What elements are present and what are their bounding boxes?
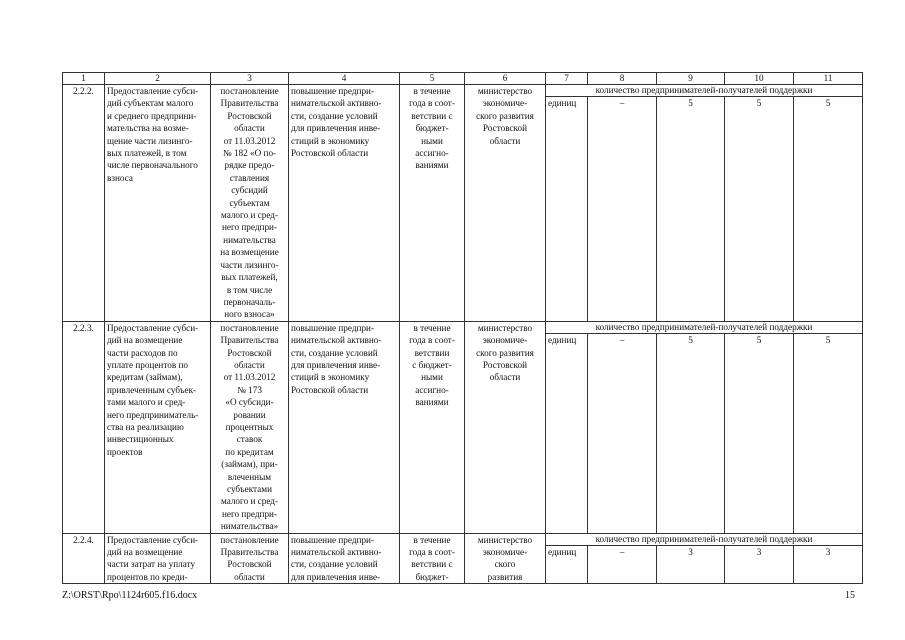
executor: министерство экономиче- ского развития Ростовской области: [465, 321, 546, 533]
blank-cell: [657, 559, 725, 584]
period: в течение года в соот- ветствии с бюджет- ными ассигно- ваниями: [400, 85, 465, 322]
executor: министерство экономиче- ского развития: [465, 533, 546, 584]
value-col11: 5: [794, 333, 863, 346]
page-number: 15: [845, 590, 855, 601]
blank-cell: [546, 559, 588, 584]
row-number: 2.2.3.: [63, 321, 105, 533]
blank-cell: [657, 346, 725, 533]
blank-cell: [546, 110, 588, 322]
col-num-11: 11: [794, 73, 863, 85]
blank-cell: [794, 559, 863, 584]
legal-basis: постановление Правительства Ростовской области от 11.03.2012 № 182 «О по- рядке предо- ставления субсидий субъектам малого и сред- него предпри- нимательства на возмещение части лизинго- вых платежей, в том числе первоначаль- ного взноса»: [211, 85, 289, 322]
col-num-7: 7: [546, 73, 588, 85]
value-col10: 3: [725, 545, 794, 558]
col-num-8: 8: [588, 73, 657, 85]
period: в течение года в соот- ветствии с бюджет-: [400, 533, 465, 584]
period: в течение года в соот- ветствии с бюджет- ными ассигно- ваниями: [400, 321, 465, 533]
blank-cell: [794, 346, 863, 533]
goal: повышение предпри- нимательской активно- сти, создание условий для привлечения инве-: [289, 533, 400, 584]
row-number: 2.2.2.: [63, 85, 105, 322]
measure-name: Предоставление субси- дий субъектам малого и среднего предприни- мательства на возме- щение части лизинго- вых платежей, в том числе первоначального взноса: [105, 85, 211, 322]
unit: единиц: [546, 333, 588, 346]
measure-name: Предоставление субси- дий на возмещение части расходов по уплате процентов по кредитам (займам), привлеченным субъек- тами малого и сред- него предприниматель- ства на реализацию инвестиционных проектов: [105, 321, 211, 533]
col-num-3: 3: [211, 73, 289, 85]
table-row: [63, 85, 863, 97]
unit: единиц: [546, 97, 588, 110]
value-col9: 3: [657, 545, 725, 558]
footer-file-path: Z:\ORST\Rpo\1124r605.f16.docx: [62, 590, 198, 601]
legal-basis: постановление Правительства Ростовской области: [211, 533, 289, 584]
blank-cell: [588, 559, 657, 584]
blank-cell: [657, 110, 725, 322]
indicator-name: количество предпринимателей-получателей поддержки: [546, 321, 863, 333]
value-col8: –: [588, 97, 657, 110]
blank-cell: [588, 110, 657, 322]
value-col11: 3: [794, 545, 863, 558]
blank-cell: [546, 346, 588, 533]
col-num-4: 4: [289, 73, 400, 85]
value-col8: –: [588, 333, 657, 346]
blank-cell: [794, 110, 863, 322]
blank-cell: [725, 346, 794, 533]
value-col10: 5: [725, 97, 794, 110]
value-col10: 5: [725, 333, 794, 346]
measure-name: Предоставление субси- дий на возмещение части затрат на уплату процентов по креди-: [105, 533, 211, 584]
row-number: 2.2.4.: [63, 533, 105, 584]
legal-basis: постановление Правительства Ростовской области от 11.03.2012 № 173 «О субсиди- ровании процентных ставок по кредитам (займам), при- влеченным субъектами малого и сред- него предпри- нимательства»: [211, 321, 289, 533]
column-number-row: [63, 73, 863, 85]
unit: единиц: [546, 545, 588, 558]
value-col11: 5: [794, 97, 863, 110]
goal: повышение предпри- нимательской активно- сти, создание условий для привлечения инве- стиций в экономику Ростовской области: [289, 321, 400, 533]
value-col8: –: [588, 545, 657, 558]
program-table: [62, 72, 863, 584]
indicator-name: количество предпринимателей-получателей поддержки: [546, 85, 863, 97]
blank-cell: [725, 559, 794, 584]
col-num-9: 9: [657, 73, 725, 85]
blank-cell: [588, 346, 657, 533]
indicator-name: количество предпринимателей-получателей поддержки: [546, 533, 863, 545]
table-row: [63, 321, 863, 333]
col-num-2: 2: [105, 73, 211, 85]
executor: министерство экономиче- ского развития Ростовской области: [465, 85, 546, 322]
col-num-10: 10: [725, 73, 794, 85]
col-num-6: 6: [465, 73, 546, 85]
value-col9: 5: [657, 97, 725, 110]
blank-cell: [725, 110, 794, 322]
goal: повышение предпри- нимательской активно- сти, создание условий для привлечения инве- стиций в экономику Ростовской области: [289, 85, 400, 322]
value-col9: 5: [657, 333, 725, 346]
col-num-1: 1: [63, 73, 105, 85]
col-num-5: 5: [400, 73, 465, 85]
table-row: [63, 533, 863, 545]
